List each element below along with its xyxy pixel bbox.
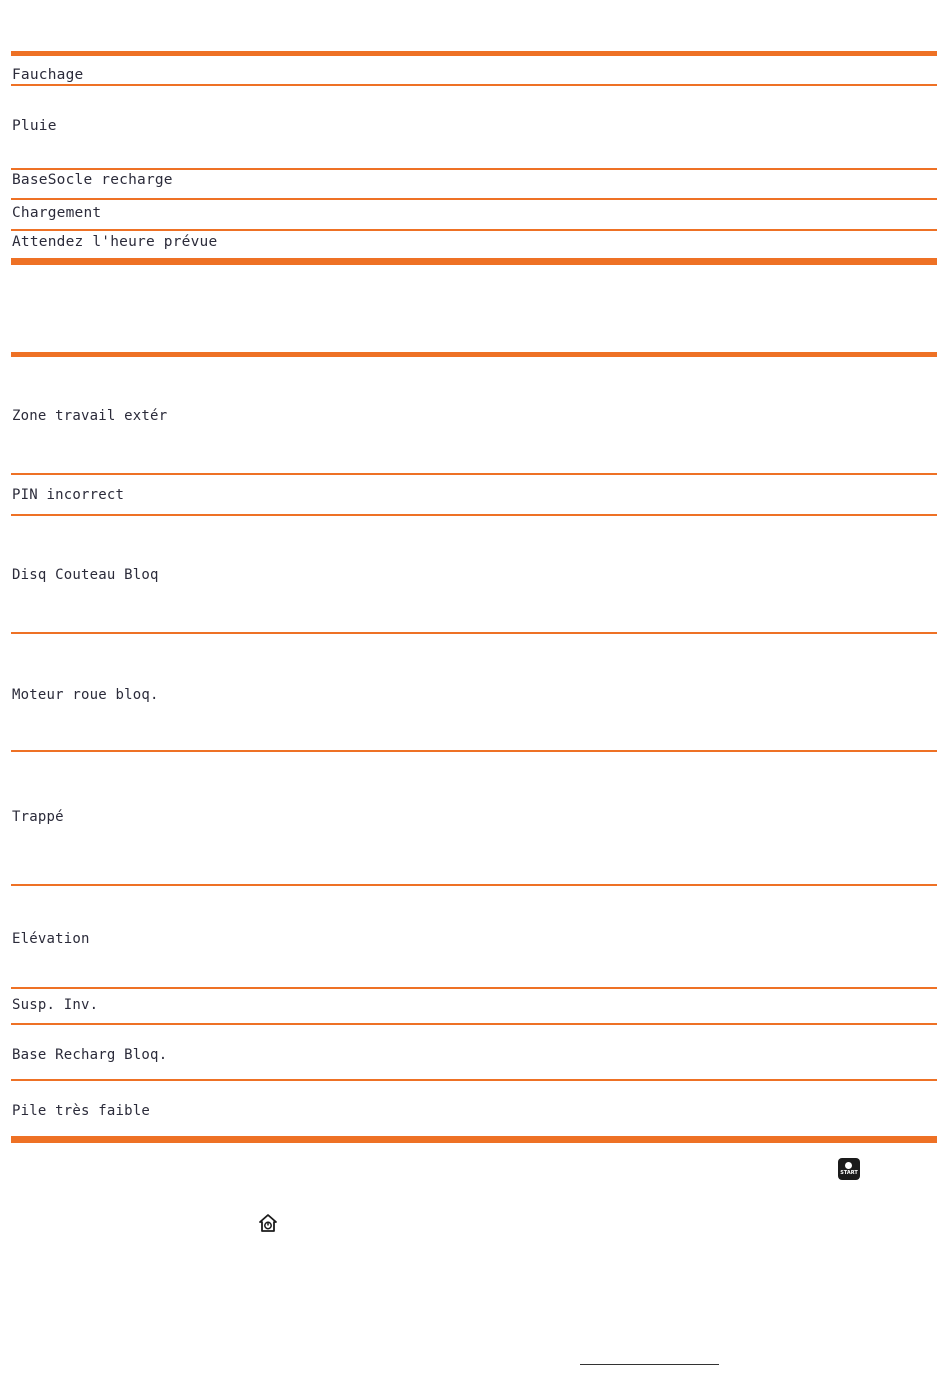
footer-rule <box>580 1364 719 1365</box>
table-row <box>11 516 937 634</box>
row-label: Zone travail extér <box>12 408 168 424</box>
row-label: Attendez l'heure prévue <box>12 234 218 250</box>
table-row <box>11 231 937 260</box>
row-label: BaseSocle recharge <box>12 172 173 188</box>
table-row <box>11 752 937 886</box>
row-label: Chargement <box>12 205 102 221</box>
table-row <box>11 86 937 170</box>
table-row <box>11 357 937 475</box>
table-row <box>11 989 937 1025</box>
table-row <box>11 886 937 989</box>
table-row <box>11 170 937 200</box>
table-bottom-rule <box>11 1138 937 1143</box>
start-icon-text: START <box>840 1170 858 1176</box>
table-bottom-rule <box>11 260 937 265</box>
row-label: PIN incorrect <box>12 487 125 503</box>
row-label: Elévation <box>12 931 90 947</box>
home-charge-icon <box>258 1213 278 1233</box>
row-label: Disq Couteau Bloq <box>12 567 159 583</box>
table-row <box>11 200 937 231</box>
row-label: Trappé <box>12 809 64 825</box>
row-label: Susp. Inv. <box>12 997 99 1013</box>
status-table <box>11 51 937 265</box>
start-button-icon <box>838 1158 860 1180</box>
table-row <box>11 56 937 86</box>
row-label: Base Recharg Bloq. <box>12 1047 168 1063</box>
row-label: Moteur roue bloq. <box>12 687 159 703</box>
table-row <box>11 475 937 516</box>
table-row <box>11 1081 937 1138</box>
row-label: Pluie <box>12 118 57 134</box>
row-label: Fauchage <box>12 67 84 83</box>
row-label: Pile très faible <box>12 1103 151 1119</box>
error-table <box>11 352 937 1143</box>
table-row <box>11 1025 937 1081</box>
table-row <box>11 634 937 752</box>
